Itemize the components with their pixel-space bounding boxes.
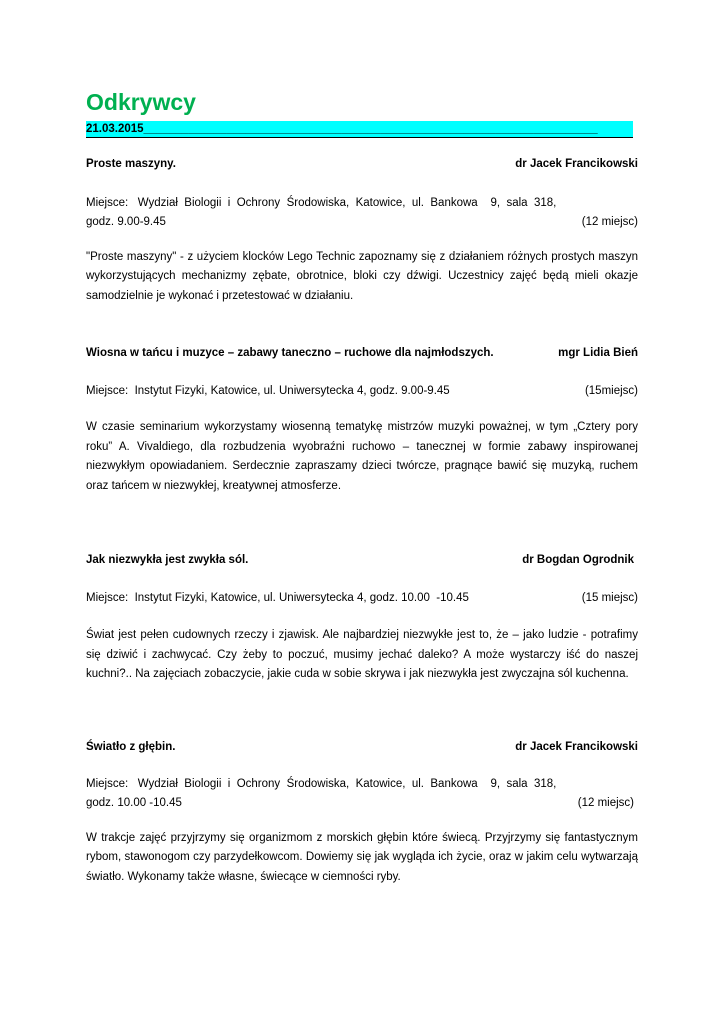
event-title: Proste maszyny. bbox=[86, 158, 176, 170]
event-title: Jak niezwykła jest zwykła sól. bbox=[86, 554, 249, 566]
event-proste-maszyny bbox=[86, 155, 638, 306]
event-swiatlo bbox=[86, 738, 638, 887]
event-date: 21.03.2015_______________________________________________________________________ bbox=[86, 121, 633, 138]
event-sol bbox=[86, 551, 638, 685]
event-description: W czasie seminarium wykorzystamy wiosenną tematykę mistrzów muzyki poważnej, w tym „Cztery pory roku” A. Vivaldiego, dla rozbudzenia wyobraźni ruchowo – tanecznej w formie zabawy inspirowanej niezwykłym opowiadaniem. Serdecznie zapraszamy dzieci twórcze, pragnące bawić się muzyką, ruchem oraz tańcem w niezwykłej, kreatywnej atmosferze. bbox=[86, 421, 638, 492]
event-title: Wiosna w tańcu i muzyce – zabawy taneczno – ruchowe dla najmłodszych. bbox=[86, 347, 494, 359]
event-place bbox=[86, 775, 638, 814]
event-place-line: Miejsce: Wydział Biologii i Ochrony Środowiska, Katowice, ul. Bankowa 9, sala 318, bbox=[86, 196, 557, 209]
event-header bbox=[86, 155, 638, 175]
event-wiosna bbox=[86, 344, 638, 496]
event-time-row bbox=[86, 213, 638, 233]
event-header bbox=[86, 551, 638, 571]
event-place-line: Miejsce: Instytut Fizyki, Katowice, ul. Uniwersytecka 4, godz. 10.00 -10.45 bbox=[86, 591, 469, 604]
event-lecturer: mgr Lidia Bień bbox=[558, 347, 638, 359]
event-place-line: Miejsce: Wydział Biologii i Ochrony Środowiska, Katowice, ul. Bankowa 9, sala 318, bbox=[86, 777, 557, 790]
event-description: Świat jest pełen cudownych rzeczy i zjawisk. Ale najbardziej niezwykłe jest to, że – jako ludzie - potrafimy się dziwić i zachwycać. Czy żeby to poczuć, musimy jechać daleko? A może wystarczy iść do naszej kuchni?.. Na zajęciach zobaczycie, jakie cuda w sobie skrywa i jak niezwykła jest zwyczajna sól kuchenna. bbox=[86, 629, 638, 680]
event-lecturer: dr Jacek Francikowski bbox=[515, 158, 638, 170]
event-time: godz. 9.00-9.45 bbox=[86, 216, 166, 228]
event-lecturer: dr Jacek Francikowski bbox=[515, 741, 638, 753]
event-capacity: (15miejsc) bbox=[584, 384, 638, 397]
event-place-row bbox=[86, 382, 638, 402]
event-header bbox=[86, 738, 638, 758]
event-description: "Proste maszyny" - z użyciem klocków Lego Technic zapoznamy się z działaniem różnych prostych maszyn wykorzystujących mechanizmy zębate, obrotnice, bloki czy dźwigi. Uczestnicy zajęć będą mieli okazje samodzielnie je wykonać i przetestować w działaniu. bbox=[86, 250, 638, 302]
event-title: Światło z głębin. bbox=[86, 741, 176, 753]
event-header bbox=[86, 344, 638, 364]
event-time: godz. 10.00 -10.45 bbox=[86, 797, 182, 809]
event-description: W trakcje zajęć przyjrzymy się organizmom z morskich głębin które świecą. Przyjrzymy się fantastycznym rybom, stawonogom czy parzydełkowcom. Dowiemy się jak wygląda ich życie, oraz w jakim celu wytwarzają światło. Wykonamy także własne, świecące w ciemności ryby. bbox=[86, 831, 638, 883]
event-lecturer: dr Bogdan Ogrodnik bbox=[522, 554, 634, 566]
event-capacity: (15 miejsc) bbox=[581, 591, 638, 604]
event-capacity: (12 miejsc) bbox=[577, 797, 634, 809]
event-place bbox=[86, 194, 638, 233]
event-place-row bbox=[86, 589, 638, 609]
document-title: Odkrywcy bbox=[86, 89, 196, 115]
event-time-row bbox=[86, 794, 638, 814]
event-capacity: (12 miejsc) bbox=[581, 216, 638, 228]
document-page bbox=[86, 88, 638, 883]
event-place-line: Miejsce: Instytut Fizyki, Katowice, ul. Uniwersytecka 4, godz. 9.00-9.45 bbox=[86, 384, 450, 397]
